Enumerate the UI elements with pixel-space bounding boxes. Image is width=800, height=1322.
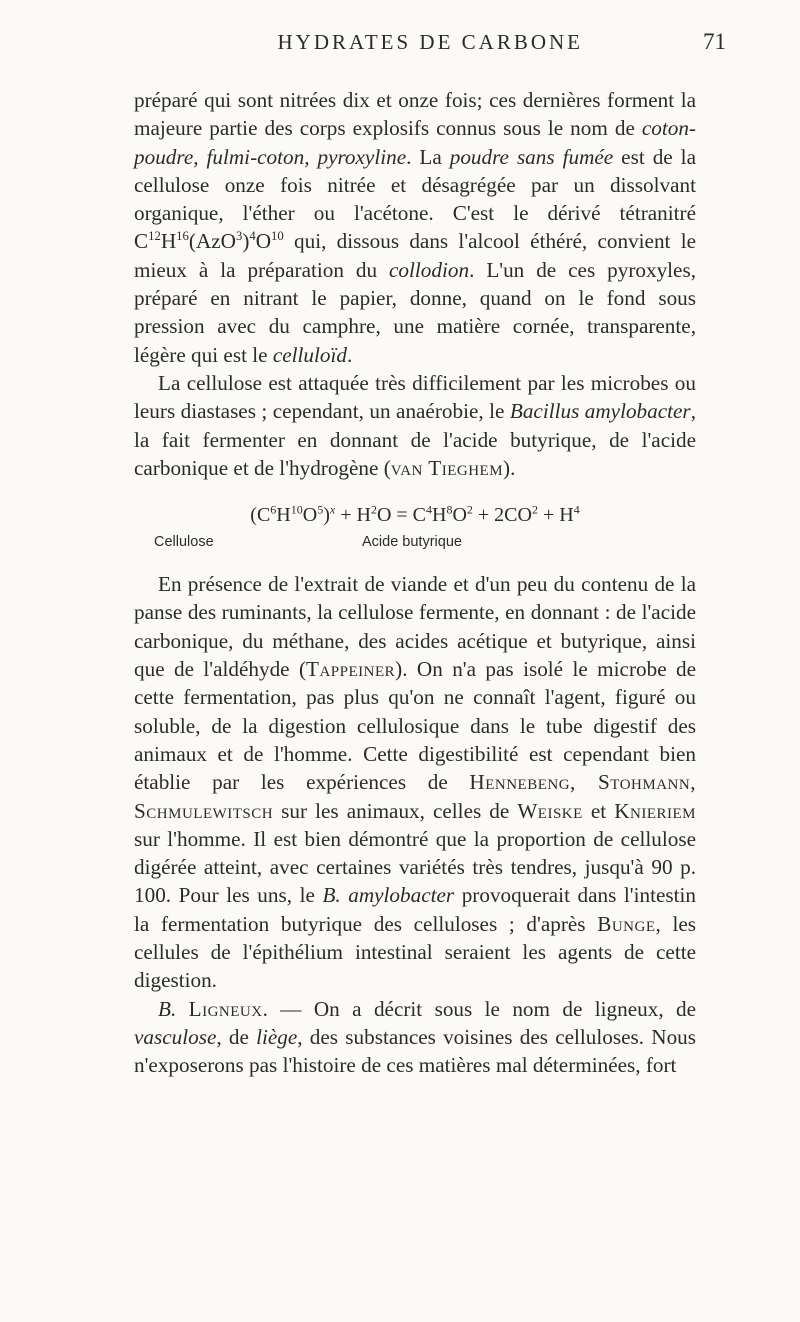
running-header	[247, 22, 726, 62]
paragraph-digestion: En présence de l'extrait de viande et d'un peu du contenu de la panse des ruminants, la cellulose fermente, en donnant : de l'acide carbonique, du méthane, des acides acétique et butyrique, ainsi que de l'aldéhyde (Tappeiner). On n'a pas isolé le microbe de cette fermentation, pas plus qu'on ne connaît l'agent, figuré ou soluble, de la digestion cellulosique dans le tube digestif des animaux et de l'homme. Cette digestibilité est cependant bien établie par les expériences de Hennebeng, Stohmann, Schmulewitsch sur les animaux, celles de Weiske et Knierieм sur l'homme. Il est bien démontré que la proportion de cellulose digérée atteint, avec certaines variétés très tendres, jusqu'à 90 p. 100. Pour les uns, le B. amylobacter provoquerait dans l'intestin la fermentation butyrique des celluloses ; d'après Bunge, les cellules de l'épithélium intestinal seraient les agents de cette digestion.	[134, 572, 696, 993]
paragraph-fermentation: La cellulose est attaquée très difficilement par les microbes ou leurs diastases ; cependant, un anaérobie, le Bacillus amylobacter, la fait fermenter en donnant de l'acide butyrique, de l'acide carbonique et de l'hydrogène (van Tieghem).	[134, 370, 696, 480]
body-text	[134, 86, 696, 1080]
page-number: 71	[703, 29, 726, 54]
header-title: HYDRATES DE CARBONE	[277, 29, 583, 54]
label-butyric-acid: Acide butyrique	[362, 534, 462, 551]
paragraph-explosives: préparé qui sont nitrées dix et onze fois; ces dernières forment la majeure partie des corps explosifs connus sous le nom de coton-poudre, fulmi-coton, pyroxyline. La poudre sans fumée est de la cellulose onze fois nitrée et désagrégée par un dissolvant organique, l'éther ou l'acétone. C'est le dérivé tétranitré $C^{12}H^{16}(AzO^3)^4O^{10}$ qui, dissous dans l'alcool éthéré, convient le mieux à la préparation du collodion. L'un de ces pyroxyles, préparé en nitrant le papier, donne, quand on le fond sous pression avec du camphre, une matière cornée, transparente, légère qui est le celluloïd.	[134, 88, 697, 367]
equation-labels	[134, 528, 696, 550]
chemical-equation: $(C^6H^{10}O^5)^x + H^2O = C^4H^8O^2 + 2CO^2 + H^4$	[250, 502, 580, 527]
label-cellulose: Cellulose	[154, 534, 214, 551]
paragraph-ligneux: B. Ligneux. — On a décrit sous le nom de ligneux, de vasculose, de liège, des substances voisines des celluloses. Nous n'exposerons pas l'histoire de ces matières mal déterminées, fort	[134, 996, 697, 1078]
